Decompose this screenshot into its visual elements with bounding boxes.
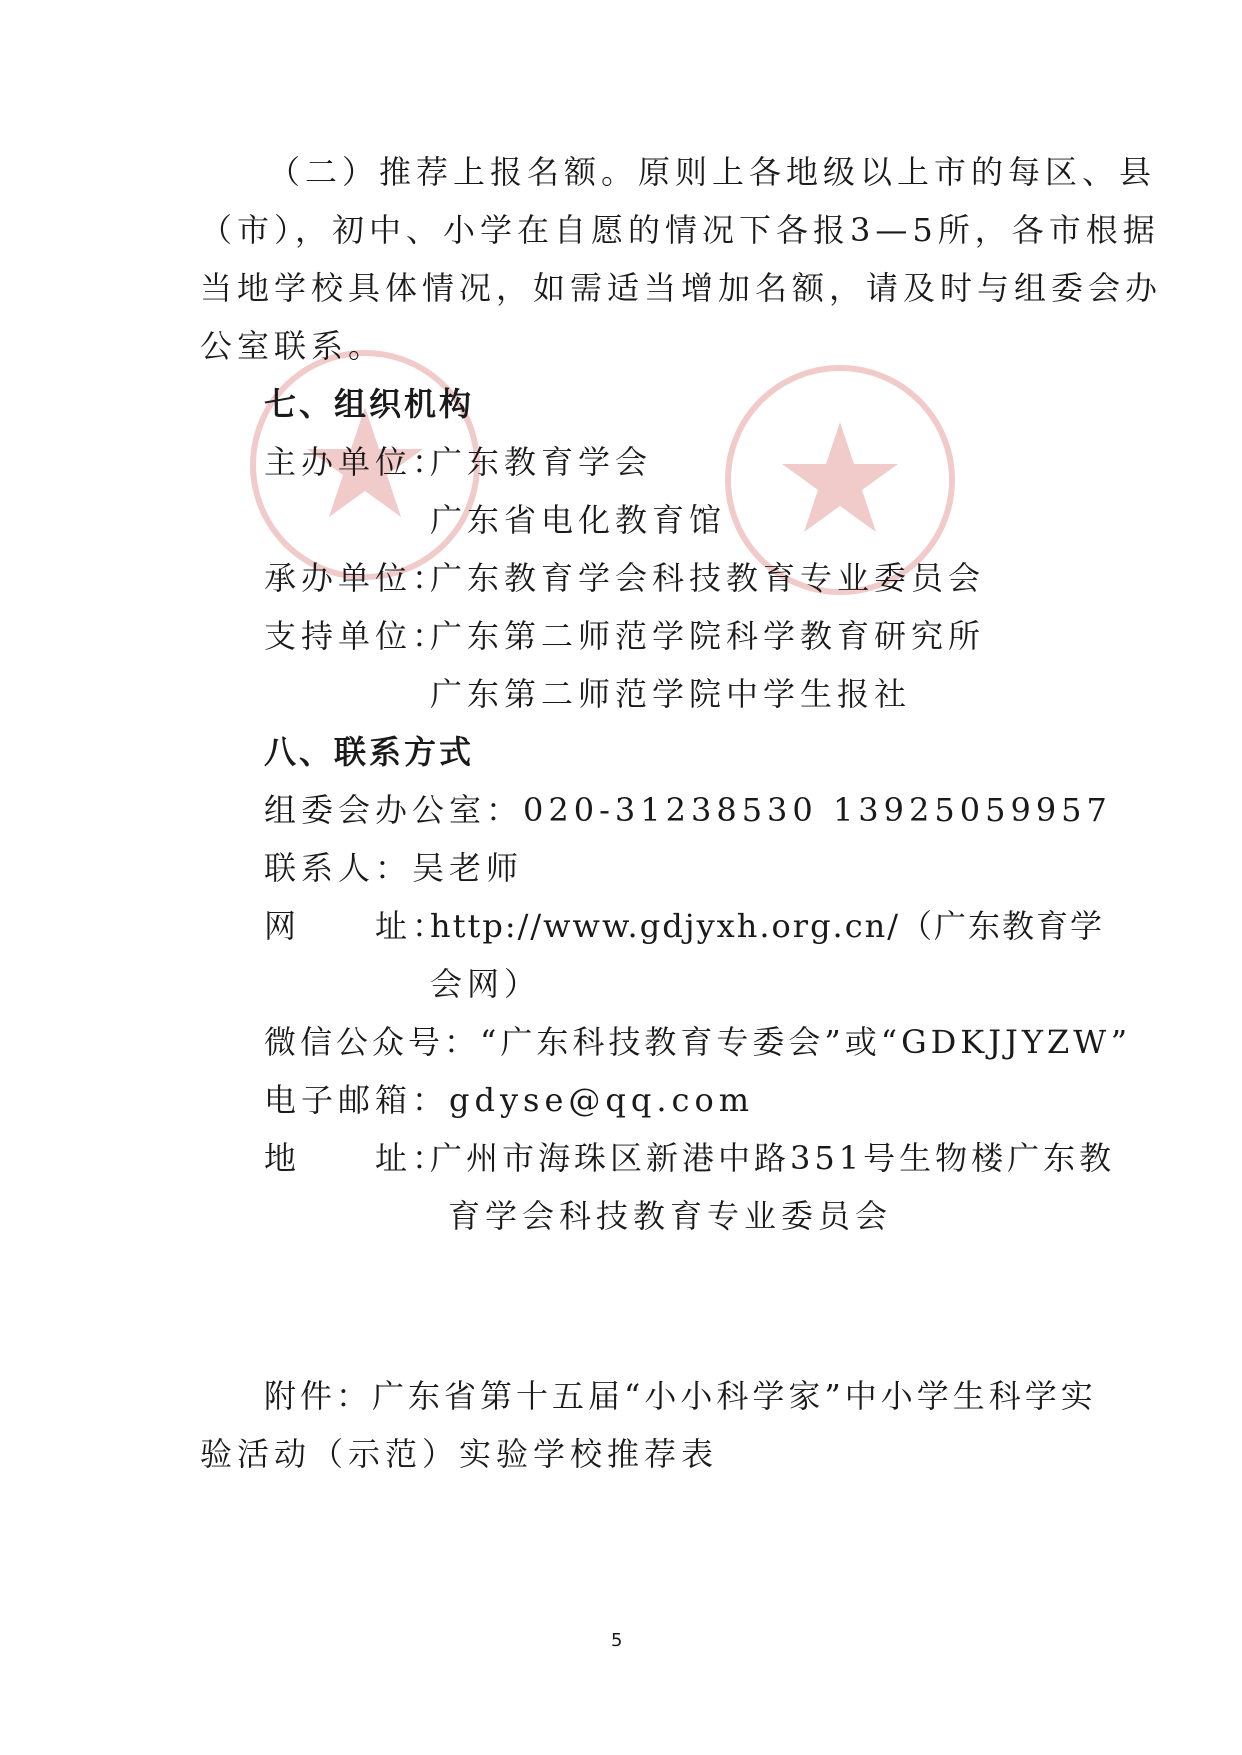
attachment-line-2: 验活动（示范）实验学校推荐表 <box>200 1435 719 1473</box>
quota-paragraph-line-3: 当地学校具体情况，如需适当增加名额，请及时与组委会办 <box>200 269 1163 307</box>
host-label: 主办单位： <box>264 443 450 481</box>
support-label: 支持单位： <box>264 617 450 655</box>
support-unit-1: 广东第二师范学院科学教育研究所 <box>430 617 986 655</box>
address-line-2: 育学会科技教育专业委员会 <box>448 1197 893 1235</box>
section-7-heading: 七、组织机构 <box>264 385 475 423</box>
quota-paragraph-line-4: 公室联系。 <box>200 327 386 365</box>
website-link[interactable]: http://www.gdjyxh.org.cn/（广东教育学 <box>430 907 1105 945</box>
wechat-account: 微信公众号：“广东科技教育专委会”或“GDKJJYZW” <box>264 1023 1132 1061</box>
office-phone: 组委会办公室：020-31238530 13925059957 <box>264 791 1112 829</box>
address-line-1: 广州市海珠区新港中路351号生物楼广东教 <box>430 1139 1116 1177</box>
email-address: 电子邮箱：gdyse@qq.com <box>264 1081 755 1119</box>
address-label: 地 址： <box>264 1139 450 1177</box>
page-number: 5 <box>611 1630 623 1651</box>
quota-paragraph-line-1: （二）推荐上报名额。原则上各地级以上市的每区、县 <box>268 153 1157 191</box>
organizer-label: 承办单位： <box>264 559 450 597</box>
host-unit-1: 广东教育学会 <box>430 443 653 481</box>
host-unit-2: 广东省电化教育馆 <box>430 501 727 539</box>
section-8-heading: 八、联系方式 <box>264 733 475 771</box>
attachment-line-1: 附件：广东省第十五届“小小科学家”中小学生科学实 <box>264 1377 1097 1415</box>
quota-paragraph-line-2: （市），初中、小学在自愿的情况下各报3—5所，各市根据 <box>200 211 1160 249</box>
support-unit-2: 广东第二师范学院中学生报社 <box>430 675 912 713</box>
website-label: 网 址： <box>264 907 450 945</box>
website-link-cont: 会网） <box>430 965 542 1003</box>
contact-person: 联系人：吴老师 <box>264 849 524 887</box>
organizer-unit: 广东教育学会科技教育专业委员会 <box>430 559 986 597</box>
